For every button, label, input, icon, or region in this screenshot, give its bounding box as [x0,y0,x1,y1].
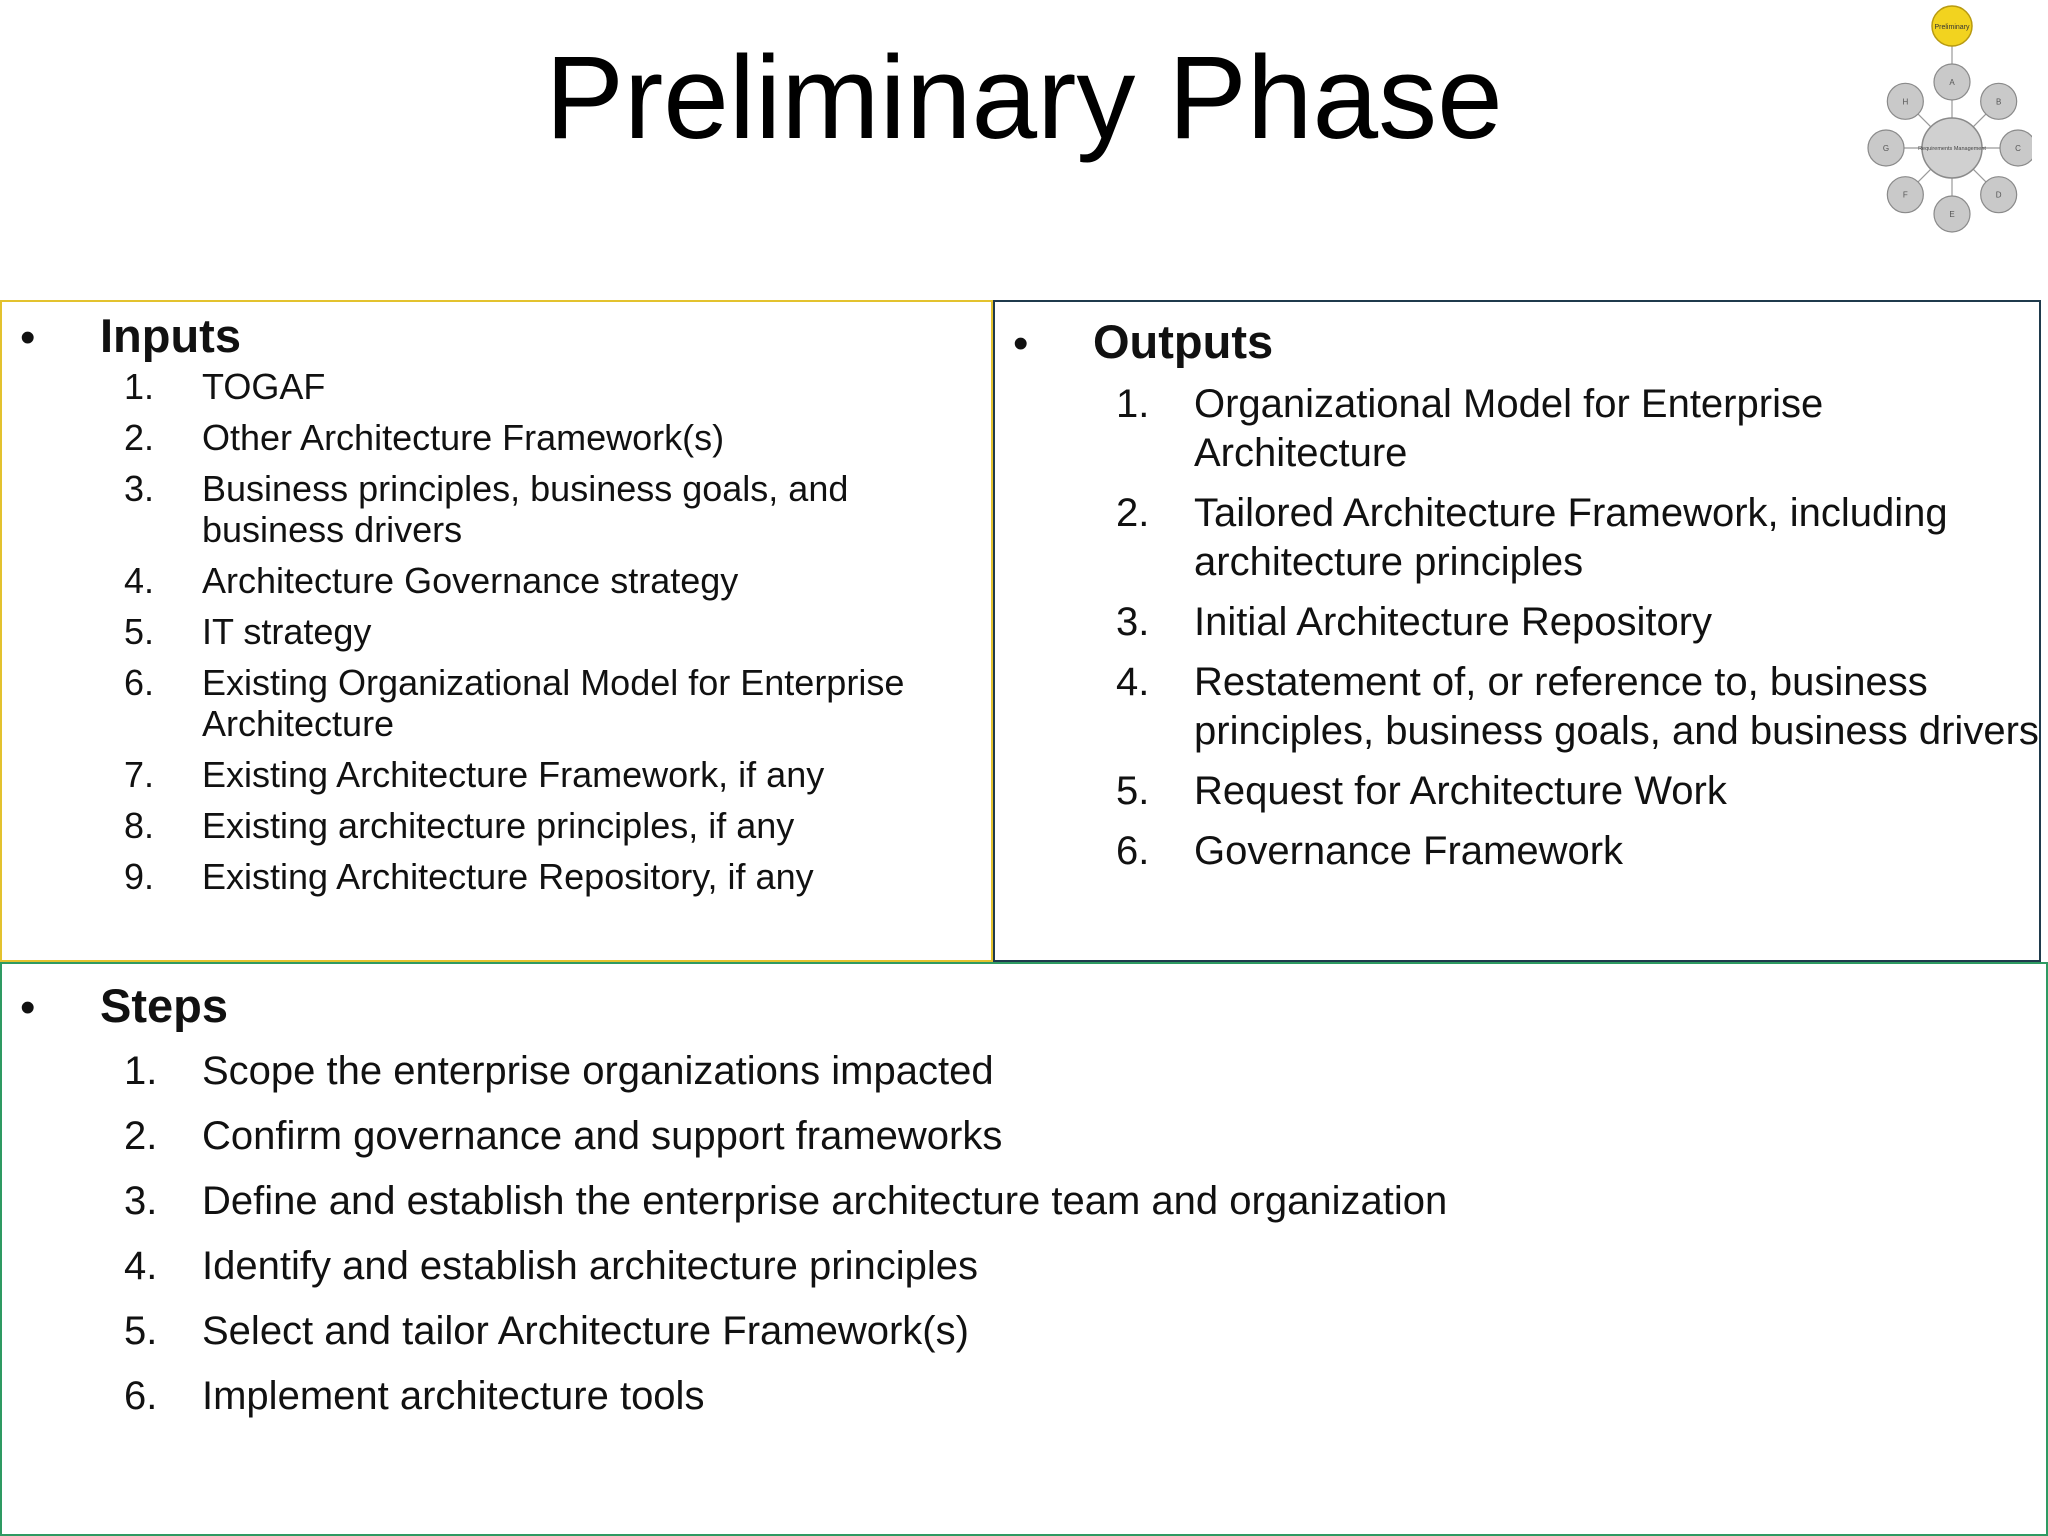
adm-phase-node-label: C [2015,144,2021,153]
list-item: 6. Implement architecture tools [124,1374,705,1418]
steps-panel [0,962,2048,1536]
list-item: 2. Other Architecture Framework(s) [124,417,725,458]
list-item: 3. Define and establish the enterprise architecture team and organization [124,1179,1448,1223]
list-item: 6. Governance Framework [1116,829,1624,873]
steps-heading: Steps [100,979,228,1032]
list-item: 1. TOGAF [124,366,326,407]
list-item: 2. Tailored Architecture Framework, including architecture principles [1116,491,1948,584]
bullet-icon: • [20,313,36,362]
adm-phase-node-label: A [1949,78,1955,87]
list-item: 4. Identify and establish architecture principles [124,1244,978,1288]
adm-phase-node-label: F [1902,190,1908,200]
adm-phase-node-label: B [1995,97,2002,107]
connector-line [1918,169,1931,182]
outputs-heading: Outputs [1093,315,1274,368]
requirements-management-label: Requirements Management [1918,146,1986,152]
list-item: 7. Existing Architecture Framework, if any [124,754,825,795]
list-item: 3. Business principles, business goals, and business drivers [124,468,849,550]
connector-line [1973,169,1986,182]
list-item: 6. Existing Organizational Model for Enterprise Architecture [124,662,905,744]
preliminary-node-label: Preliminary [1934,24,1970,31]
connector-line [1973,114,1986,127]
adm-phase-node-label: G [1882,144,1890,153]
list-item: 9. Existing Architecture Repository, if any [124,856,814,897]
inputs-panel [0,300,993,962]
adm-phase-node-label: E [1949,210,1955,219]
inputs-heading: Inputs [100,309,241,362]
list-item: 4. Restatement of, or reference to, business principles, business goals, and business drivers [1116,660,2039,753]
list-item: 4. Architecture Governance strategy [124,560,739,601]
list-item: 2. Confirm governance and support frameworks [124,1114,1003,1158]
adm-cycle-diagram [1852,0,2032,244]
list-item: 5. IT strategy [124,611,372,652]
list-item: 3. Initial Architecture Repository [1116,600,1713,644]
list-item: 5. Request for Architecture Work [1116,769,1727,813]
list-item: 1. Organizational Model for Enterprise Architecture [1116,382,1824,475]
steps-list [2,1046,2046,1421]
list-item: 5. Select and tailor Architecture Framework(s) [124,1309,969,1353]
bullet-icon: • [1013,319,1029,368]
outputs-list [995,380,2039,876]
outputs-panel [993,300,2041,962]
list-item: 8. Existing architecture principles, if any [124,805,795,846]
connector-line [1918,114,1931,127]
adm-phase-node-label: D [1995,190,2002,200]
slide-title: Preliminary Phase [545,32,1503,164]
list-item: 1. Scope the enterprise organizations impacted [124,1049,994,1093]
bullet-icon: • [20,983,36,1032]
inputs-list [2,366,991,897]
adm-phase-node-label: H [1902,97,1909,107]
